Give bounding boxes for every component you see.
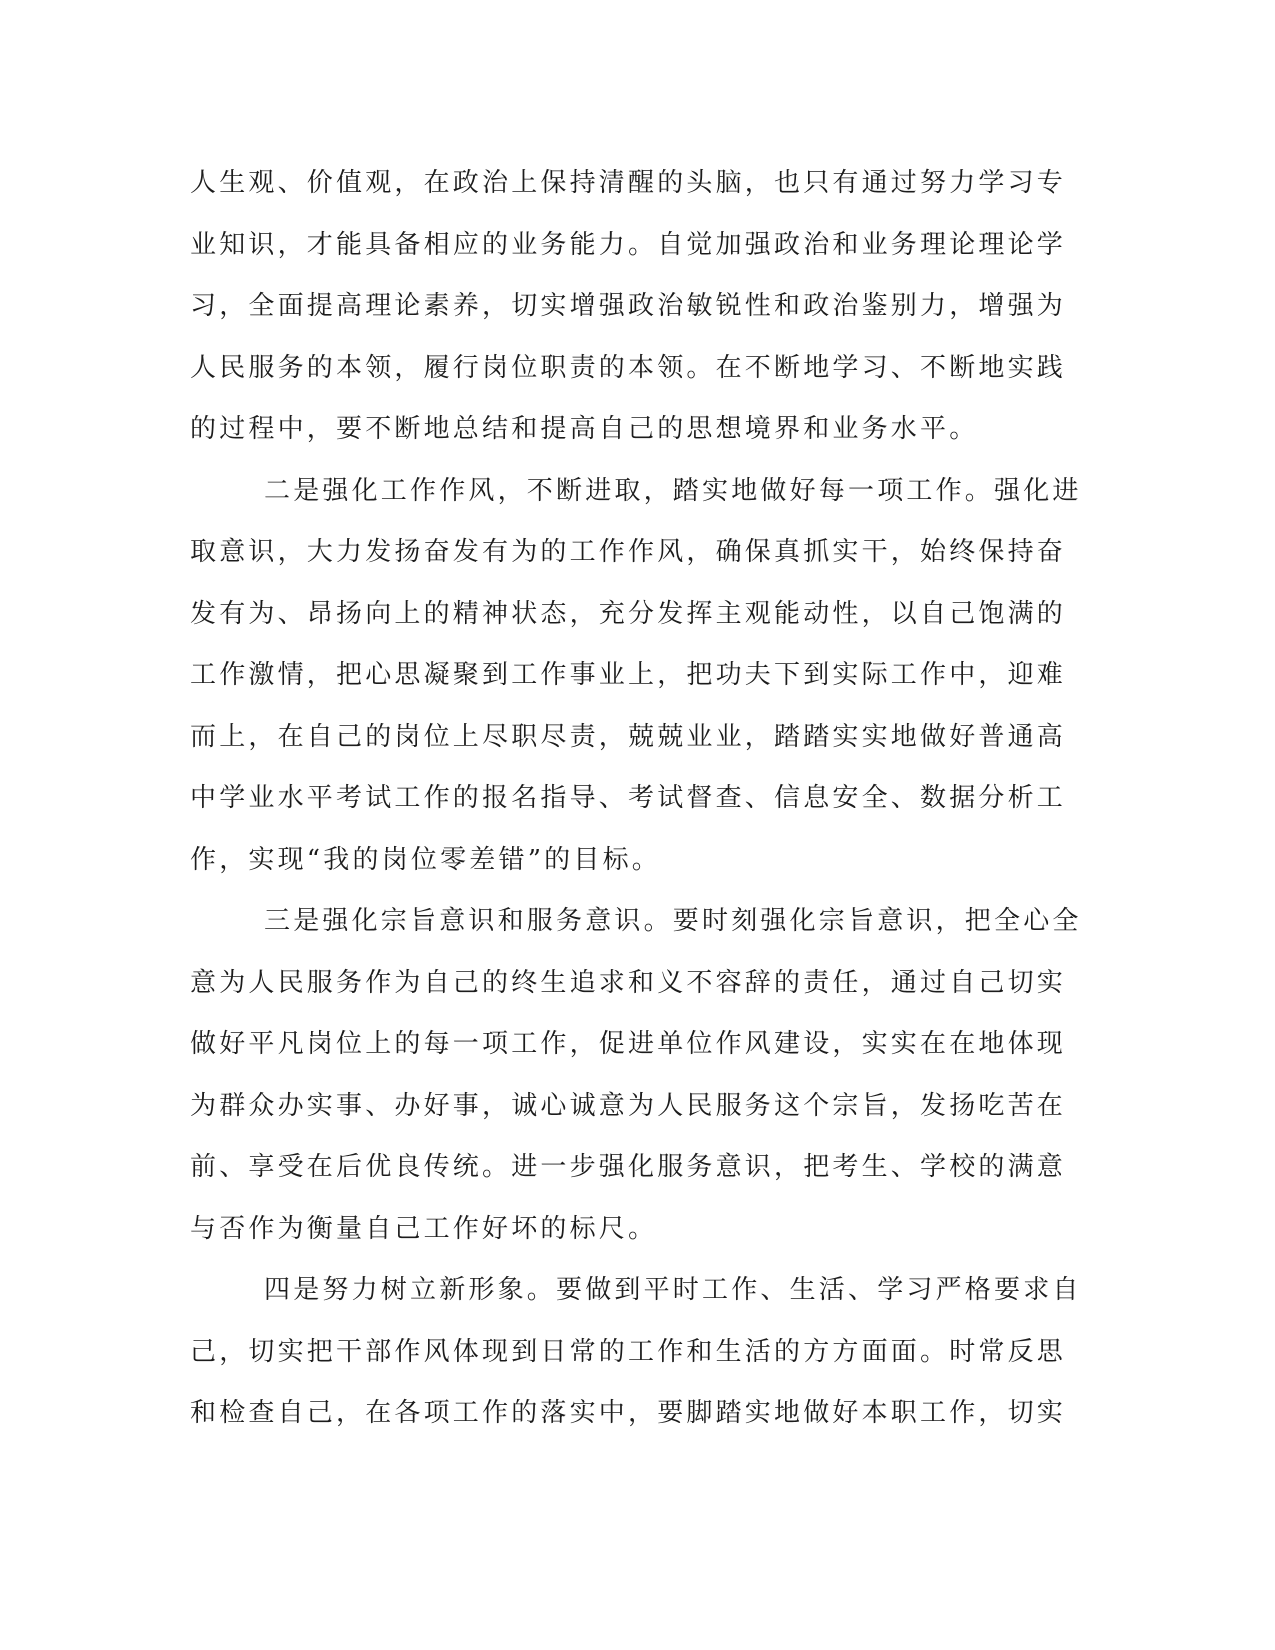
text-line: 前、享受在后优良传统。进一步强化服务意识，把考生、学校的满意 <box>190 1152 1067 1182</box>
text-line: 意为人民服务作为自己的终生追求和义不容辞的责任，通过自己切实 <box>190 967 1067 998</box>
text-line: 的过程中，要不断地总结和提高自己的思想境界和业务水平。 <box>190 414 979 444</box>
paragraph-start-line: 二是强化工作作风，不断进取，踏实地做好每一项工作。强化进 <box>264 475 1082 506</box>
text-line: 和检查自己，在各项工作的落实中，要脚踏实地做好本职工作，切实 <box>190 1398 1067 1428</box>
text-line: 作，实现“我的岗位零差错”的目标。 <box>190 844 661 875</box>
text-line: 与否作为衡量自己工作好坏的标尺。 <box>190 1213 658 1244</box>
text-line: 中学业水平考试工作的报名指导、考试督查、信息安全、数据分析工 <box>190 783 1067 813</box>
text-line: 工作激情，把心思凝聚到工作事业上，把功夫下到实际工作中，迎难 <box>190 660 1067 690</box>
text-line: 人民服务的本领，履行岗位职责的本领。在不断地学习、不断地实践 <box>190 352 1067 383</box>
text-line: 发有为、昂扬向上的精神状态，充分发挥主观能动性，以自己饱满的 <box>190 598 1067 629</box>
text-line: 己，切实把干部作风体现到日常的工作和生活的方方面面。时常反思 <box>190 1336 1067 1367</box>
text-line: 为群众办实事、办好事，诚心诚意为人民服务这个宗旨，发扬吃苦在 <box>190 1090 1067 1121</box>
document-body <box>190 163 1082 1455</box>
paragraph-start-line: 四是努力树立新形象。要做到平时工作、生活、学习严格要求自 <box>264 1275 1082 1305</box>
paragraph-start-line: 三是强化宗旨意识和服务意识。要时刻强化宗旨意识，把全心全 <box>264 906 1082 936</box>
text-line: 业知识，才能具备相应的业务能力。自觉加强政治和业务理论理论学 <box>190 229 1067 260</box>
text-line: 习，全面提高理论素养，切实增强政治敏锐性和政治鉴别力，增强为 <box>190 291 1067 321</box>
text-line: 取意识，大力发扬奋发有为的工作作风，确保真抓实干，始终保持奋 <box>190 537 1067 567</box>
text-line: 而上，在自己的岗位上尽职尽责，兢兢业业，踏踏实实地做好普通高 <box>190 721 1067 752</box>
text-line: 人生观、价值观，在政治上保持清醒的头脑，也只有通过努力学习专 <box>190 168 1067 198</box>
text-line: 做好平凡岗位上的每一项工作，促进单位作风建设，实实在在地体现 <box>190 1029 1067 1059</box>
